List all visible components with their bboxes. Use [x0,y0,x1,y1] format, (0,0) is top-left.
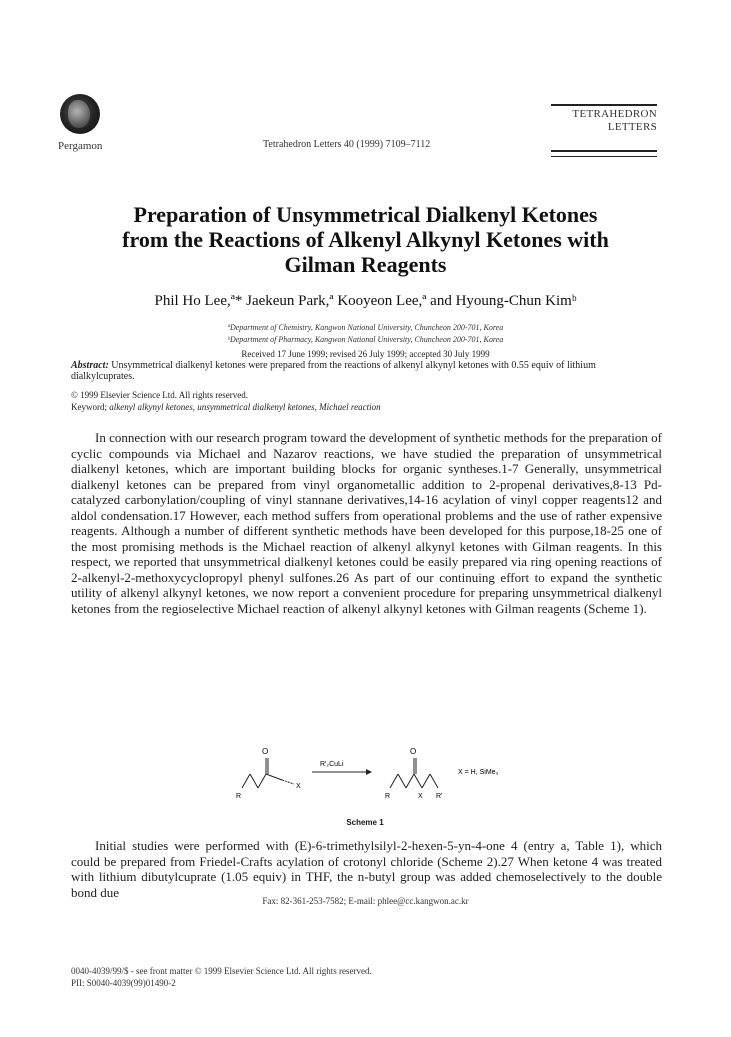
contact-info: Fax: 82-361-253-7582; E-mail: phlee@cc.kangwon.ac.kr [262,896,469,906]
title-line-1: Preparation of Unsymmetrical Dialkenyl Ketones [133,202,598,227]
title-line-3: Gilman Reagents [284,252,447,277]
reactant-structure [242,758,294,788]
pii-line: PII: S0040-4039(99)01490-2 [71,978,176,988]
received-dates: Received 17 June 1999; revised 26 July 1999; accepted 30 July 1999 [241,349,490,359]
reagent-label: R'₂CuLi [320,761,344,768]
results-paragraph: Initial studies were performed with (E)-6-trimethylsilyl-2-hexen-5-yn-4-one 4 (entry a, Table 1), which could be prepared from Friedel-Crafts acylation of crotonyl chloride (Scheme 2).27 When ketone 4 was treated with lithium dibutylcuprate (1.05 equiv) in THF, the n-butyl group was added chemoselectively to the double bond due [71,838,662,900]
copyright-line: © 1999 Elsevier Science Ltd. All rights reserved. [71,390,249,400]
keywords [71,402,381,412]
product-x-label: X [418,793,423,800]
scheme-1-diagram [220,740,520,810]
header-rule-bottom [551,150,657,157]
reaction-arrow-head [366,769,372,775]
results-section [71,838,662,900]
title-line-2: from the Reactions of Alkenyl Alkynyl Ketones with [122,227,609,252]
abstract-label: Abstract: [71,360,109,371]
abstract-text: Unsymmetrical dialkenyl ketones were prepared from the reactions of alkenyl alkynyl ketones with 0.55 equiv of lithium dialkylcuprates. [71,360,596,382]
reactant-oxygen: O [262,747,269,756]
abstract [71,360,661,382]
keywords-text: alkenyl alkynyl ketones, unsymmetrical dialkenyl ketones, Michael reaction [109,402,381,412]
front-matter-line: 0040-4039/99/$ - see front matter © 1999 Elsevier Science Ltd. All rights reserved. [71,966,372,976]
keywords-label: Keyword; [71,402,107,412]
author-list: Phil Ho Lee,ª* Jaekeun Park,ª Kooyeon Lee,ª and Hyoung-Chun Kimᵇ [154,293,577,309]
paper-title [80,202,651,277]
affiliation-pharmacy: ᵇDepartment of Pharmacy, Kangwon National University, Chuncheon 200-701, Korea [227,335,504,344]
intro-paragraph: In connection with our research program toward the development of synthetic methods for the preparation of cyclic compounds via Michael and Nazarov reactions, we have studied the preparation of unsymmetrical dialkenyl ketones, which are important building blocks for organic syntheses.1-7 Generally, unsymmetrical dialkenyl ketones can be prepared from vinyl organometallic addition to 2-propenal derivatives,8-13 Pd-catalyzed carbonylation/coupling of vinyl stannane derivatives,14-16 acylation of vinyl copper reagents12 and aldol condensation.17 However, each method suffers from operational problems and the use of rather expensive reagents. Although a number of different synthetic methods have been developed for this purpose,18-25 one of the most promising methods is the Michael reaction of alkenyl alkynyl ketones with Gilman reagents. In this respect, we reported that unsymmetrical dialkenyl ketones could be easily prepared via ring opening reactions of 2-alkenyl-2-methoxycyclopropyl phenyl sulfones.26 As part of our continuing effort to expand the synthetic utility of alkenyl alkynyl ketones, we now report a convenient procedure for preparing unsymmetrical dialkenyl ketones from the regioselective Michael reaction of alkenyl alkynyl ketones with Gilman reagents (Scheme 1). [71,430,662,616]
journal-name-line1: TETRAHEDRON [572,108,657,120]
journal-name [551,108,657,134]
product-r-label: R [385,793,391,800]
product-oxygen: O [410,747,417,756]
reactant-r-label: R [236,793,242,800]
product-structure [390,758,438,788]
product-rprime-label: R' [436,793,443,800]
scheme-caption: Scheme 1 [346,818,384,827]
publisher-logo [60,94,100,134]
journal-name-line2: LETTERS [607,121,657,133]
journal-citation: Tetrahedron Letters 40 (1999) 7109–7112 [263,139,431,150]
header-rule-top [551,104,657,106]
publisher-name: Pergamon [58,140,103,152]
scheme-condition: X = H, SiMe₃ [458,769,499,776]
affiliation-chemistry: ªDepartment of Chemistry, Kangwon National University, Chuncheon 200-701, Korea [227,323,504,332]
reactant-x-label: X [296,783,301,790]
intro-section [71,430,662,616]
